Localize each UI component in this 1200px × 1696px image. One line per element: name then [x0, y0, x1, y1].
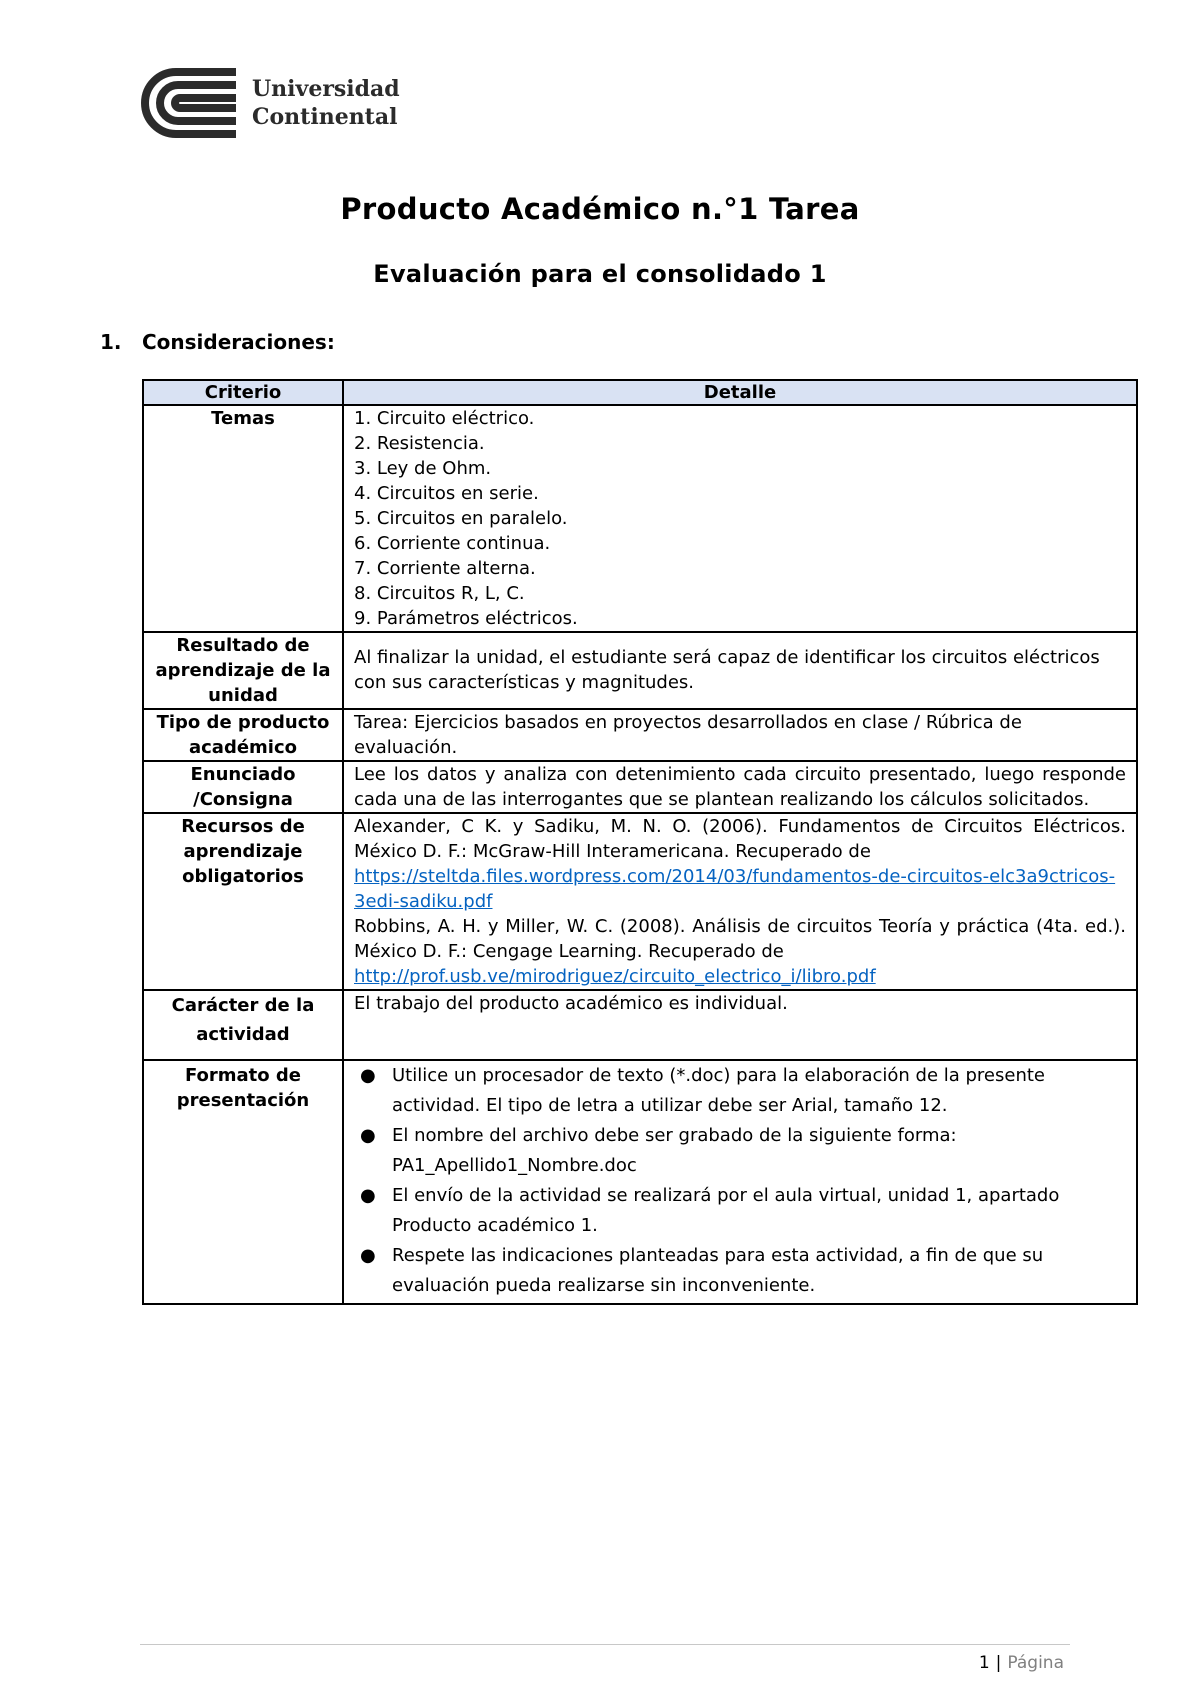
criterion-formato: Formato de presentación [143, 1060, 343, 1304]
row-resultado [143, 632, 1137, 709]
format-item-text: Respete las indicaciones planteadas para esta actividad, a fin de que su evaluación pueda realizarse sin inconveniente. [392, 1245, 1044, 1296]
logo-line-1: Universidad [252, 76, 400, 102]
tema-item: 9. Parámetros eléctricos. [354, 608, 578, 629]
format-item-text: El nombre del archivo debe ser grabado de la siguiente forma: PA1_Apellido1_Nombre.doc [392, 1125, 957, 1176]
row-temas [143, 405, 1137, 632]
bullet-icon: ● [360, 1245, 376, 1266]
reference-1: Alexander, C K. y Sadiku, M. N. O. (2006). Fundamentos de Circuitos Eléctricos. México D. F.: McGraw-Hill Interamericana. Recuperado de [354, 816, 1126, 862]
logo-line-2: Continental [252, 104, 398, 130]
list-item [354, 1181, 1126, 1241]
row-enunciado [143, 761, 1137, 813]
criterion-temas: Temas [143, 405, 343, 632]
bullet-icon: ● [360, 1185, 376, 1206]
tema-item: 7. Corriente alterna. [354, 558, 536, 579]
header-detalle: Detalle [343, 380, 1137, 405]
row-recursos [143, 813, 1137, 990]
section-number: 1. [100, 330, 122, 354]
section-label: Consideraciones: [142, 330, 335, 354]
format-item-text: Utilice un procesador de texto (*.doc) para la elaboración de la presente actividad. El tipo de letra a utilizar debe ser Arial, tamaño 12. [392, 1065, 1046, 1116]
considerations-table [142, 379, 1138, 1305]
format-list [354, 1061, 1126, 1301]
table-header-row [143, 380, 1137, 405]
row-caracter [143, 990, 1137, 1060]
tema-item: 8. Circuitos R, L, C. [354, 583, 525, 604]
reference-1-link[interactable]: https://steltda.files.wordpress.com/2014/03/fundamentos-de-circuitos-elc3a9ctricos-3edi-sadiku.pdf [354, 866, 1116, 912]
tema-item: 6. Corriente continua. [354, 533, 551, 554]
detail-caracter: El trabajo del producto académico es individual. [343, 990, 1137, 1060]
page-label: Página [1007, 1653, 1064, 1673]
criterion-resultado: Resultado de aprendizaje de la unidad [143, 632, 343, 709]
row-formato [143, 1060, 1137, 1304]
reference-2-link[interactable]: http://prof.usb.ve/mirodriguez/circuito_electrico_i/libro.pdf [354, 966, 876, 987]
criterion-enunciado: Enunciado /Consigna [143, 761, 343, 813]
detail-recursos [343, 813, 1137, 990]
format-item-text: El envío de la actividad se realizará por el aula virtual, unidad 1, apartado Producto académico 1. [392, 1185, 1060, 1236]
page-footer [0, 1653, 1064, 1673]
detail-temas [343, 405, 1137, 632]
university-logo [140, 68, 400, 138]
criterion-recursos: Recursos de aprendizaje obligatorios [143, 813, 343, 990]
detail-enunciado: Lee los datos y analiza con detenimiento cada circuito presentado, luego responde cada una de las interrogantes que se plantean realizando los cálculos solicitados. [343, 761, 1137, 813]
tema-item: 2. Resistencia. [354, 433, 485, 454]
tema-item: 4. Circuitos en serie. [354, 483, 539, 504]
continental-logo-icon [140, 68, 238, 138]
footer-divider [140, 1644, 1070, 1645]
detail-formato [343, 1060, 1137, 1304]
tema-item: 1. Circuito eléctrico. [354, 408, 535, 429]
list-item [354, 1241, 1126, 1301]
header-criterio: Criterio [143, 380, 343, 405]
page-number: 1 [978, 1653, 990, 1673]
list-item [354, 1121, 1126, 1181]
list-item [354, 1061, 1126, 1121]
bullet-icon: ● [360, 1125, 376, 1146]
document-title: Producto Académico n.°1 Tarea [340, 192, 860, 226]
footer-separator: | [995, 1653, 1002, 1673]
row-tipo [143, 709, 1137, 761]
section-heading [100, 330, 335, 354]
bullet-icon: ● [360, 1065, 376, 1086]
tema-item: 5. Circuitos en paralelo. [354, 508, 568, 529]
logo-text [252, 75, 400, 131]
criterion-caracter: Carácter de la actividad [143, 990, 343, 1060]
reference-2: Robbins, A. H. y Miller, W. C. (2008). Análisis de circuitos Teoría y práctica (4ta. ed.). México D. F.: Cengage Learning. Recuperado de [354, 916, 1126, 962]
detail-resultado: Al finalizar la unidad, el estudiante será capaz de identificar los circuitos eléctricos con sus características y magnitudes. [343, 632, 1137, 709]
document-subtitle: Evaluación para el consolidado 1 [373, 260, 827, 288]
tema-item: 3. Ley de Ohm. [354, 458, 492, 479]
criterion-tipo: Tipo de producto académico [143, 709, 343, 761]
detail-tipo: Tarea: Ejercicios basados en proyectos desarrollados en clase / Rúbrica de evaluación. [343, 709, 1137, 761]
